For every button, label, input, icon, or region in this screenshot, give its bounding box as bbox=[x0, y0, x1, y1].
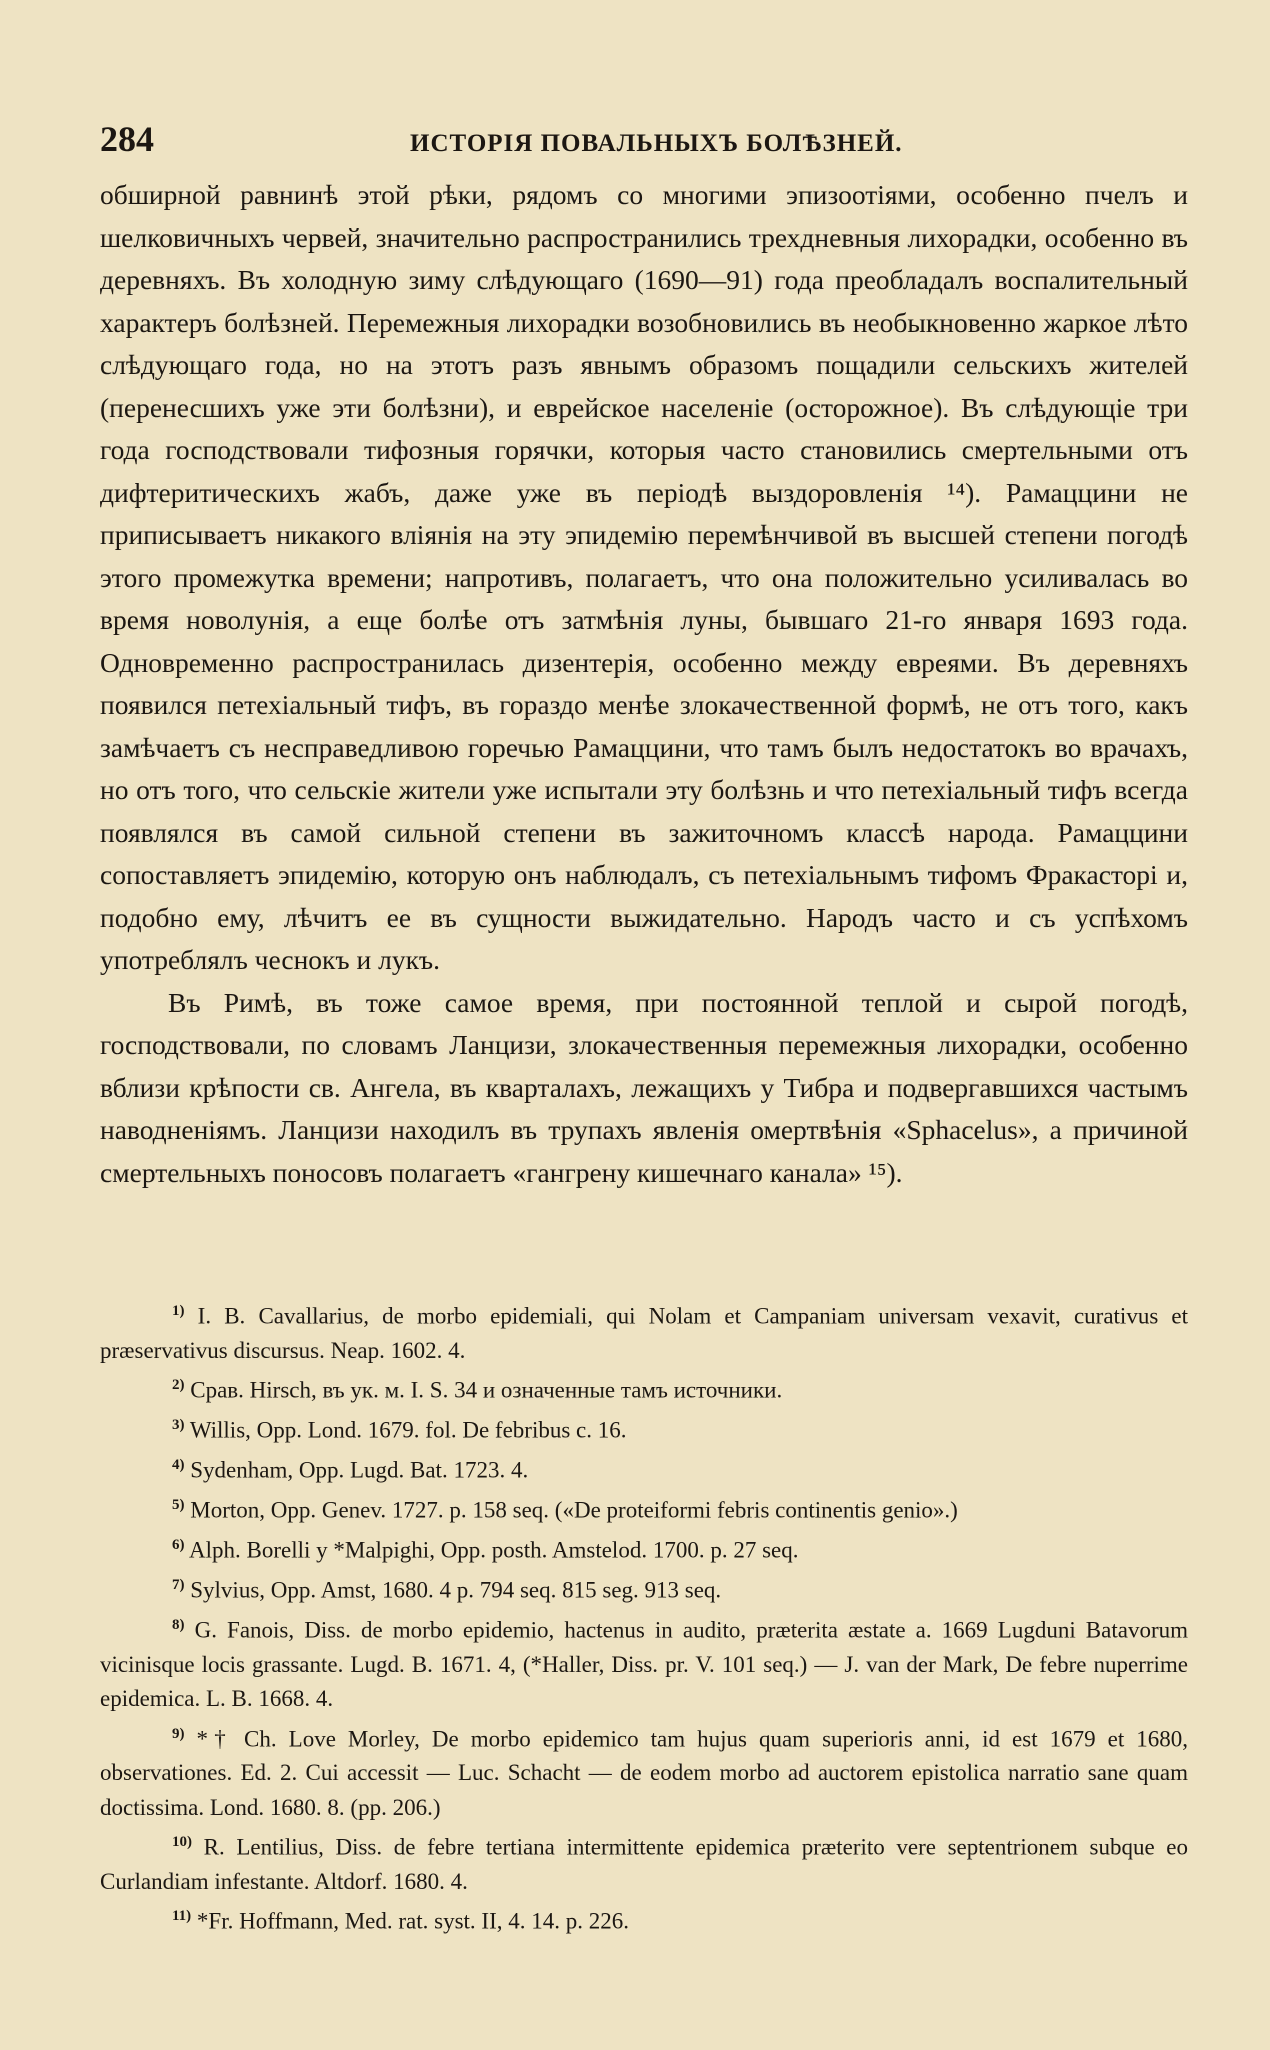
footnote-text: *† Ch. Love Morley, De morbo epidemico tam hujus quam superioris anni, id est 1679 et 1680, observationes. Ed. 2. Cui accessit — Luc. Schacht — de eodem morbo ad auctorem epistolica narratio sane quam doctissima. Lond. 1680. 8. (pp. 206.) bbox=[100, 1726, 1188, 1820]
page-number: 284 bbox=[100, 119, 154, 159]
footnote-text: G. Fanois, Diss. de morbo epidemio, hactenus in audito, præterita æstate a. 1669 Lugduni Batavorum vicinisque locis grassante. Lugd. B. 1671. 4, (*Haller, Diss. pr. V. 101 seq.) — J. van der Mark, De febre nuperrime epidemica. L. B. 1668. 4. bbox=[100, 1617, 1189, 1712]
running-title: ИСТОРІЯ ПОВАЛЬНЫХЪ БОЛѢЗНЕЙ. bbox=[410, 130, 903, 157]
footnote-text: Morton, Opp. Genev. 1727. p. 158 seq. («De proteiformi febris continentis genio».) bbox=[190, 1497, 958, 1523]
footnote-mark: 11) bbox=[172, 1908, 192, 1925]
footnote-text: R. Lentilius, Diss. de febre tertiana intermittente epidemica præterito vere septentrionem subque eo Curlandiam infestante. Altdorf. 1680. 4. bbox=[100, 1834, 1188, 1895]
running-head bbox=[100, 118, 1188, 174]
footnote-mark: 3) bbox=[172, 1417, 185, 1434]
footnote-mark: 6) bbox=[172, 1537, 185, 1554]
main-text bbox=[100, 174, 1188, 1194]
footnote-text: Willis, Opp. Lond. 1679. fol. De febribus c. 16. bbox=[189, 1417, 627, 1443]
footnotes bbox=[100, 1294, 1188, 1939]
footnote-mark: 5) bbox=[172, 1497, 185, 1514]
footnote-text: Alph. Borelli y *Malpighi, Opp. posth. Amstelod. 1700. p. 27 seq. bbox=[188, 1537, 799, 1563]
footnote bbox=[100, 1825, 1188, 1899]
footnote-gap bbox=[100, 1194, 1188, 1294]
footnote-text: Sylvius, Opp. Amst, 1680. 4 p. 794 seq. 815 seg. 913 seq. bbox=[190, 1577, 722, 1603]
footnote bbox=[100, 1608, 1188, 1717]
footnote-text: Sydenham, Opp. Lugd. Bat. 1723. 4. bbox=[190, 1457, 529, 1483]
footnote-mark: 7) bbox=[172, 1577, 185, 1594]
footnote bbox=[100, 1528, 1188, 1568]
footnote-text: I. B. Cavallarius, de morbo epidemiali, qui Nolam et Campaniam universam vexavit, curativus et præservativus discursus. Neap. 1602. 4. bbox=[100, 1303, 1189, 1363]
footnote-mark: 2) bbox=[172, 1377, 185, 1394]
footnote bbox=[100, 1568, 1188, 1608]
footnote bbox=[100, 1448, 1188, 1488]
footnote-mark: 10) bbox=[172, 1834, 192, 1851]
footnote bbox=[100, 1368, 1188, 1408]
footnote-text: *Fr. Hoffmann, Med. rat. syst. II, 4. 14. p. 226. bbox=[196, 1908, 629, 1934]
footnote-mark: 4) bbox=[172, 1457, 185, 1474]
footnote bbox=[100, 1408, 1188, 1448]
footnote-mark: 8) bbox=[172, 1616, 185, 1633]
footnote bbox=[100, 1899, 1188, 1939]
footnote-text: Срав. Hirsch, въ ук. м. I. S. 34 и означенные тамъ источники. bbox=[190, 1377, 783, 1403]
paragraph-continued: обширной равнинѣ этой рѣки, рядомъ со многими эпизоотіями, особенно пчелъ и шелковичныхъ червей, значительно распространились трехдневныя лихорадки, особенно въ деревняхъ. Въ холодную зиму слѣдующаго (1690—91) года преобладалъ воспалительный характеръ болѣзней. Перемежныя лихорадки возобновились въ необыкновенно жаркое лѣто слѣдующаго года, но на этотъ разъ явнымъ образомъ пощадили сельскихъ жителей (перенесшихъ уже эти болѣзни), и еврейское населеніе (осторожное). Въ слѣдующіе три года господствовали тифозныя горячки, которыя часто становились смертельными отъ дифтеритическихъ жабъ, даже уже въ періодѣ выздоровленія ¹⁴). Рамаццини не приписываетъ никакого вліянія на эту эпидемію перемѣнчивой въ высшей степени погодѣ этого промежутка времени; напротивъ, полагаетъ, что она положительно усиливалась во время новолунія, а еще болѣе отъ затмѣнія луны, бывшаго 21-го января 1693 года. Одновременно распространилась дизентерія, особенно между евреями. Въ деревняхъ появился петехіальный тифъ, въ гораздо менѣе злокачественной формѣ, не отъ того, какъ замѣчаетъ съ несправедливою горечью Рамаццини, что тамъ былъ недостатокъ во врачахъ, но отъ того, что сельскіе жители уже испытали эту болѣзнь и что петехіальный тифъ всегда появлялся въ самой сильной степени въ зажиточномъ классѣ народа. Рамаццини сопоставляетъ эпидемію, которую онъ наблюдалъ, съ петехіальнымъ тифомъ Фракасторі и, подобно ему, лѣчитъ ее въ сущности выжидательно. Народъ часто и съ успѣхомъ употреблялъ чеснокъ и лукъ. bbox=[100, 179, 1188, 975]
footnote-mark: 9) bbox=[172, 1725, 185, 1742]
paragraph: Въ Римѣ, въ тоже самое время, при постоянной теплой и сырой погодѣ, господствовали, по словамъ Ланцизи, злокачественныя перемежныя лихорадки, особенно вблизи крѣпости св. Ангела, въ кварталахъ, лежащихъ у Тибра и подвергавшихся частымъ наводненіямъ. Ланцизи находилъ въ трупахъ явленія омертвѣнія «Sphacelus», а причиной смертельныхъ поносовъ полагаетъ «гангрену кишечнаго канала» ¹⁵). bbox=[100, 986, 1188, 1188]
footnote bbox=[100, 1294, 1188, 1368]
footnote-mark: 1) bbox=[172, 1303, 185, 1319]
footnote bbox=[100, 1717, 1188, 1826]
footnote bbox=[100, 1488, 1188, 1528]
